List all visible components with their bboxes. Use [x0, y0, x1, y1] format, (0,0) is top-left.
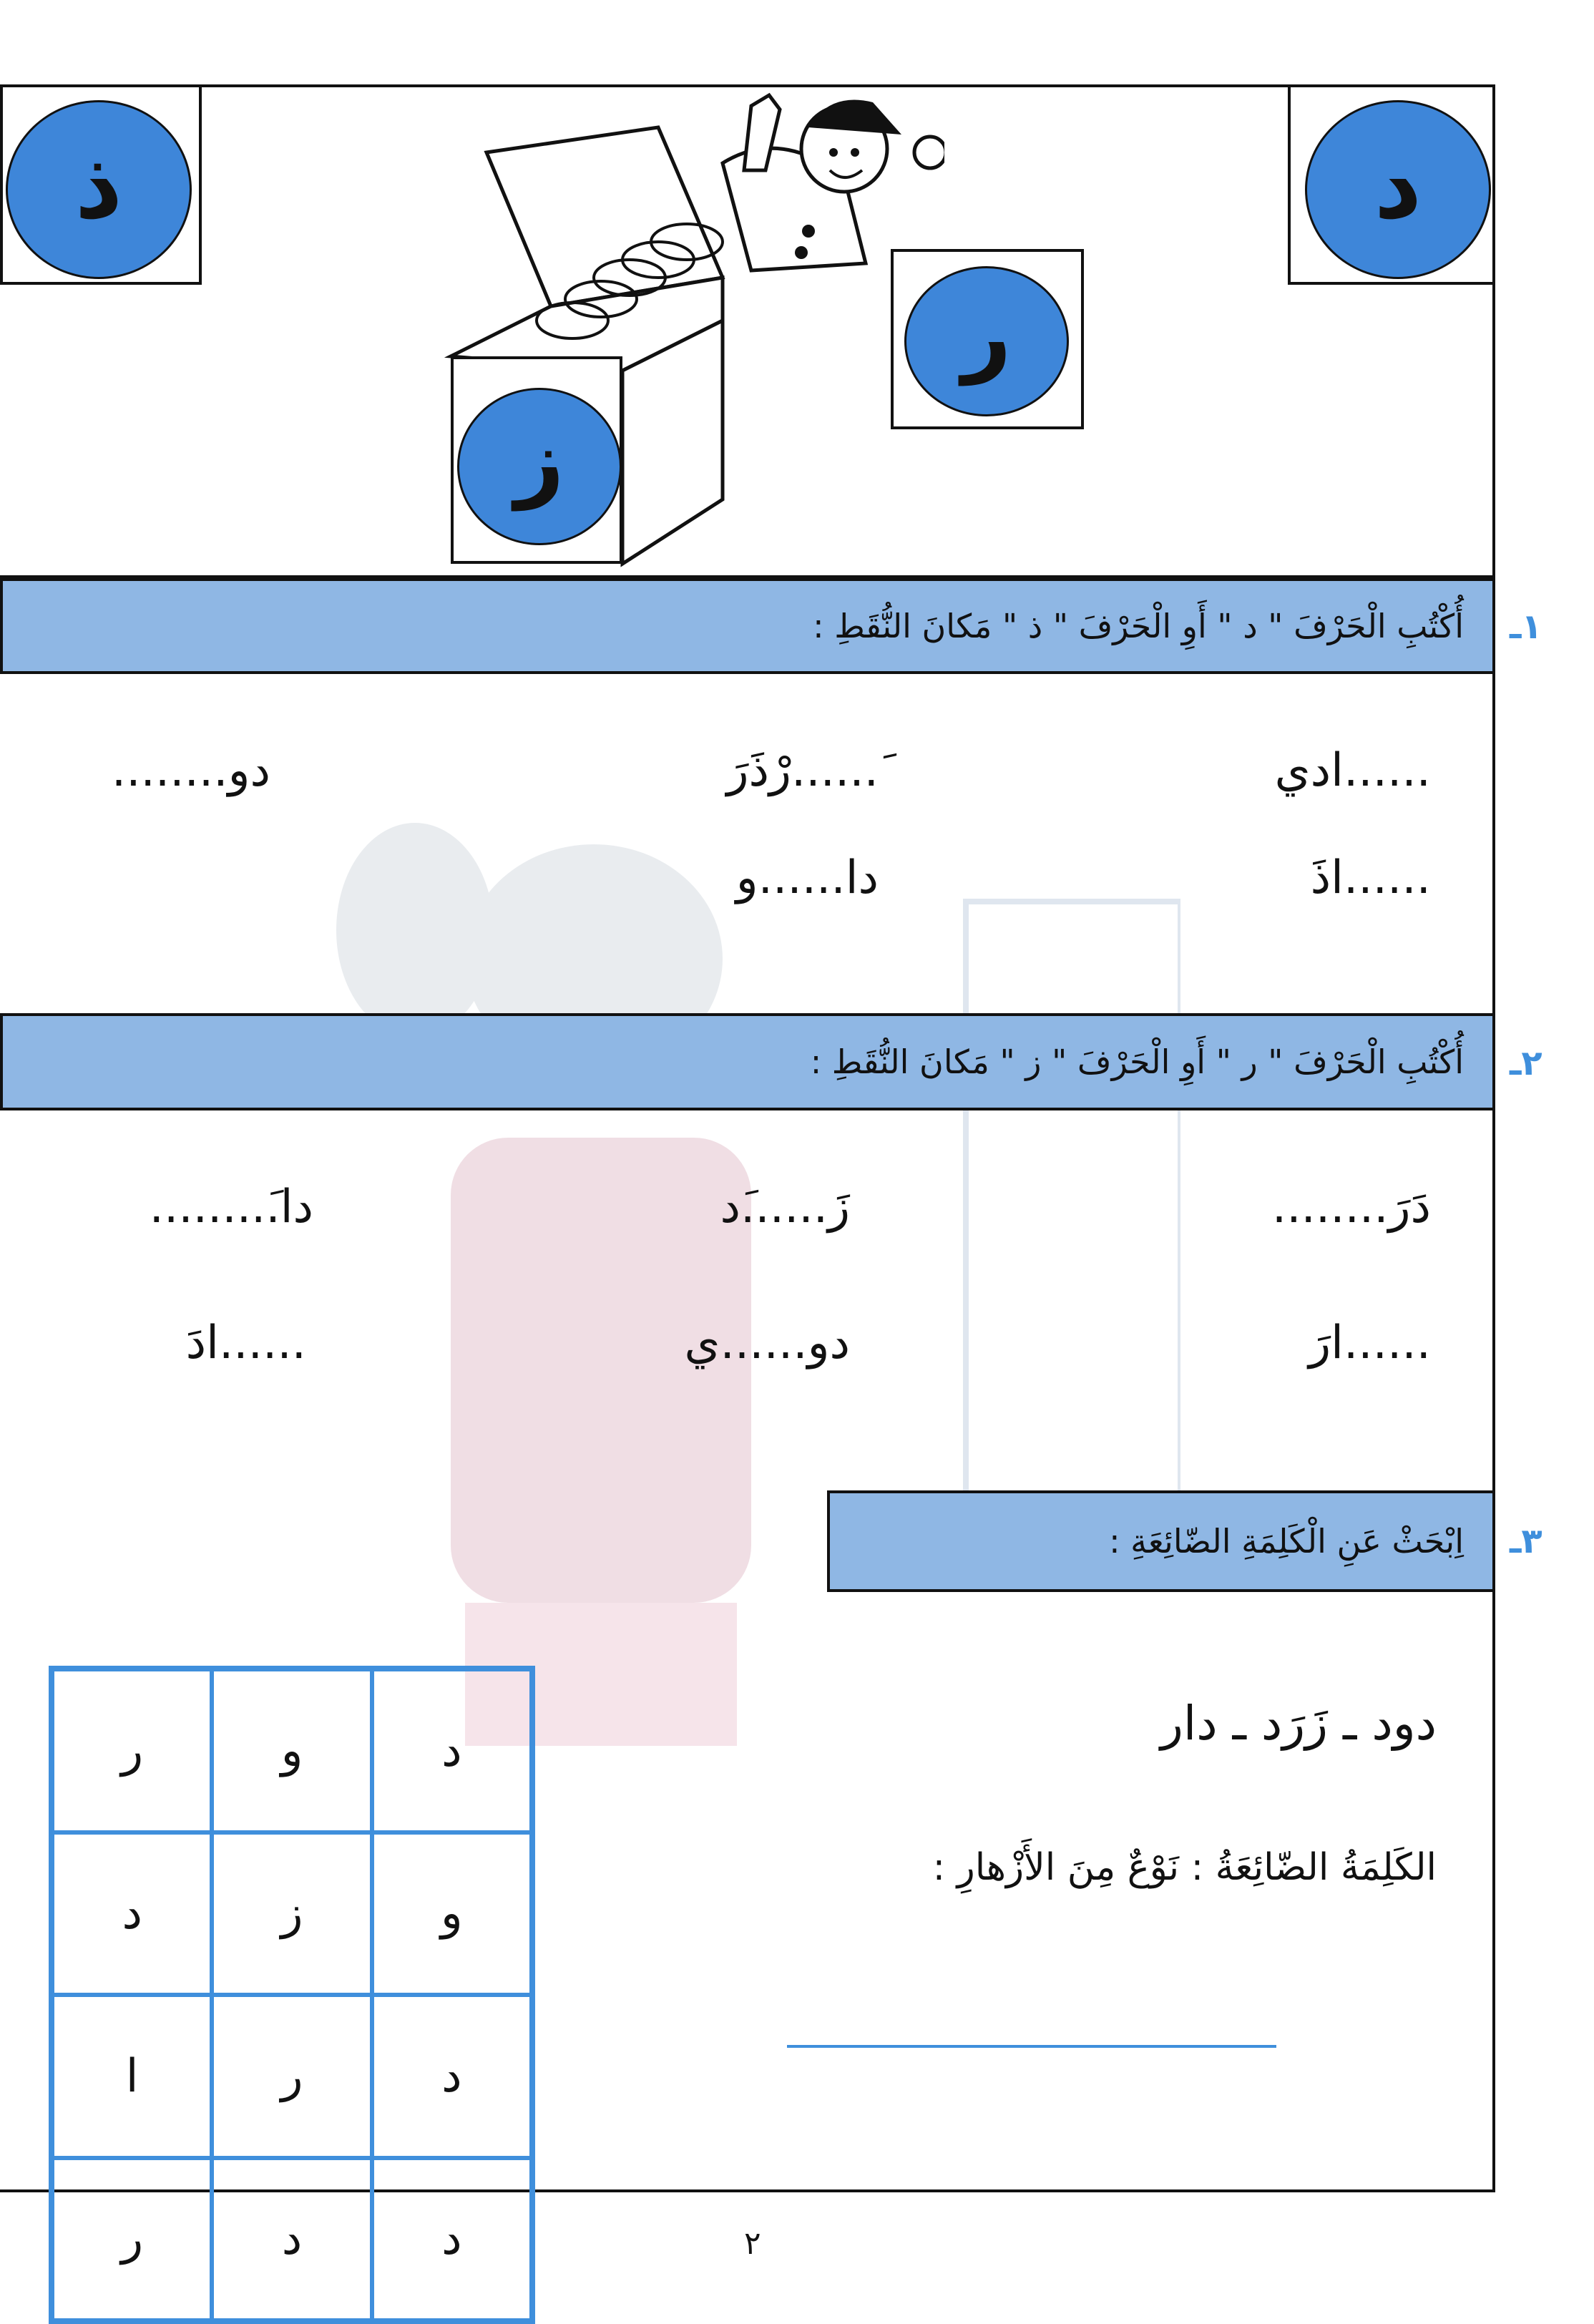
grid-cell[interactable]: د: [372, 1669, 532, 1832]
grid-cell[interactable]: د: [52, 1832, 212, 1996]
page-number: ٢: [744, 2225, 761, 2262]
section1-item[interactable]: َ......رْذَرَ: [726, 744, 879, 797]
word-search-grid: [49, 1666, 535, 2324]
header-illustration: [0, 84, 1495, 578]
grid-cell[interactable]: ز: [212, 1832, 371, 1996]
section3-instruction-band: [827, 1490, 1495, 1592]
flower-letter: ذ: [74, 131, 123, 240]
flower-letter: ز: [514, 411, 564, 511]
section3-word-list: دود ـ زَرَد ـ دار: [1160, 1696, 1437, 1751]
section2-item[interactable]: ......ارَ: [1309, 1317, 1431, 1370]
section2-item[interactable]: دا.َ........: [149, 1181, 313, 1234]
letter-card-dhal: [0, 84, 202, 285]
section2-instruction: أُكْتُبِ الْحَرْفَ " ر " أَوِ الْحَرْفَ " ز " مَكانَ النُّقَطِ :: [810, 1043, 1464, 1081]
letter-card-zay: [451, 356, 622, 564]
section1-number: ١ـ: [1510, 607, 1542, 647]
section3-hint: الكَلِمَةُ الضّائِعَةُ : نَوْعٌ مِنَ الأَزْهارِ :: [932, 1846, 1437, 1889]
section2-instruction-band: [0, 1013, 1495, 1110]
section3-instruction: اِبْحَثْ عَنِ الْكَلِمَةِ الضّائِعَةِ :: [1109, 1522, 1464, 1561]
answer-line[interactable]: [787, 2045, 1276, 2048]
section2-item[interactable]: دَرَ........: [1271, 1181, 1431, 1234]
letter-card-ra: [891, 249, 1084, 429]
grid-cell[interactable]: ر: [212, 1995, 371, 2158]
grid-cell[interactable]: ا: [52, 1995, 212, 2158]
grid-cell[interactable]: د: [212, 2158, 371, 2321]
section1-item[interactable]: ......اذَ: [1310, 851, 1431, 904]
grid-cell[interactable]: د: [372, 1995, 532, 2158]
grid-cell[interactable]: ر: [52, 1669, 212, 1832]
flower-icon: [457, 388, 622, 545]
section3-number: ٣ـ: [1510, 1521, 1542, 1561]
section1-instruction: أُكْتُبِ الْحَرْفَ " د " أَوِ الْحَرْفَ " ذ " مَكانَ النُّقَطِ :: [813, 607, 1464, 645]
section2-number: ٢ـ: [1510, 1043, 1542, 1083]
flower-letter: ر: [962, 286, 1012, 386]
grid-cell[interactable]: د: [372, 2158, 532, 2321]
section2-item[interactable]: دو......ي: [684, 1317, 850, 1370]
grid-cell[interactable]: و: [372, 1832, 532, 1996]
section1-item[interactable]: ......ادي: [1274, 744, 1431, 797]
flower-letter: د: [1374, 131, 1422, 240]
grid-cell[interactable]: و: [212, 1669, 371, 1832]
flower-icon: [6, 100, 192, 279]
section2-item[interactable]: ......ادَ: [185, 1317, 306, 1370]
grid-cell[interactable]: ر: [52, 2158, 212, 2321]
section1-instruction-band: [0, 578, 1495, 674]
letter-card-dal: [1288, 84, 1495, 285]
section2-item[interactable]: زَ......َد: [720, 1181, 850, 1234]
section1-item[interactable]: دا......و: [735, 851, 879, 904]
flower-icon: [904, 266, 1069, 416]
flower-icon: [1305, 100, 1491, 279]
section1-item[interactable]: دو........: [111, 744, 270, 797]
